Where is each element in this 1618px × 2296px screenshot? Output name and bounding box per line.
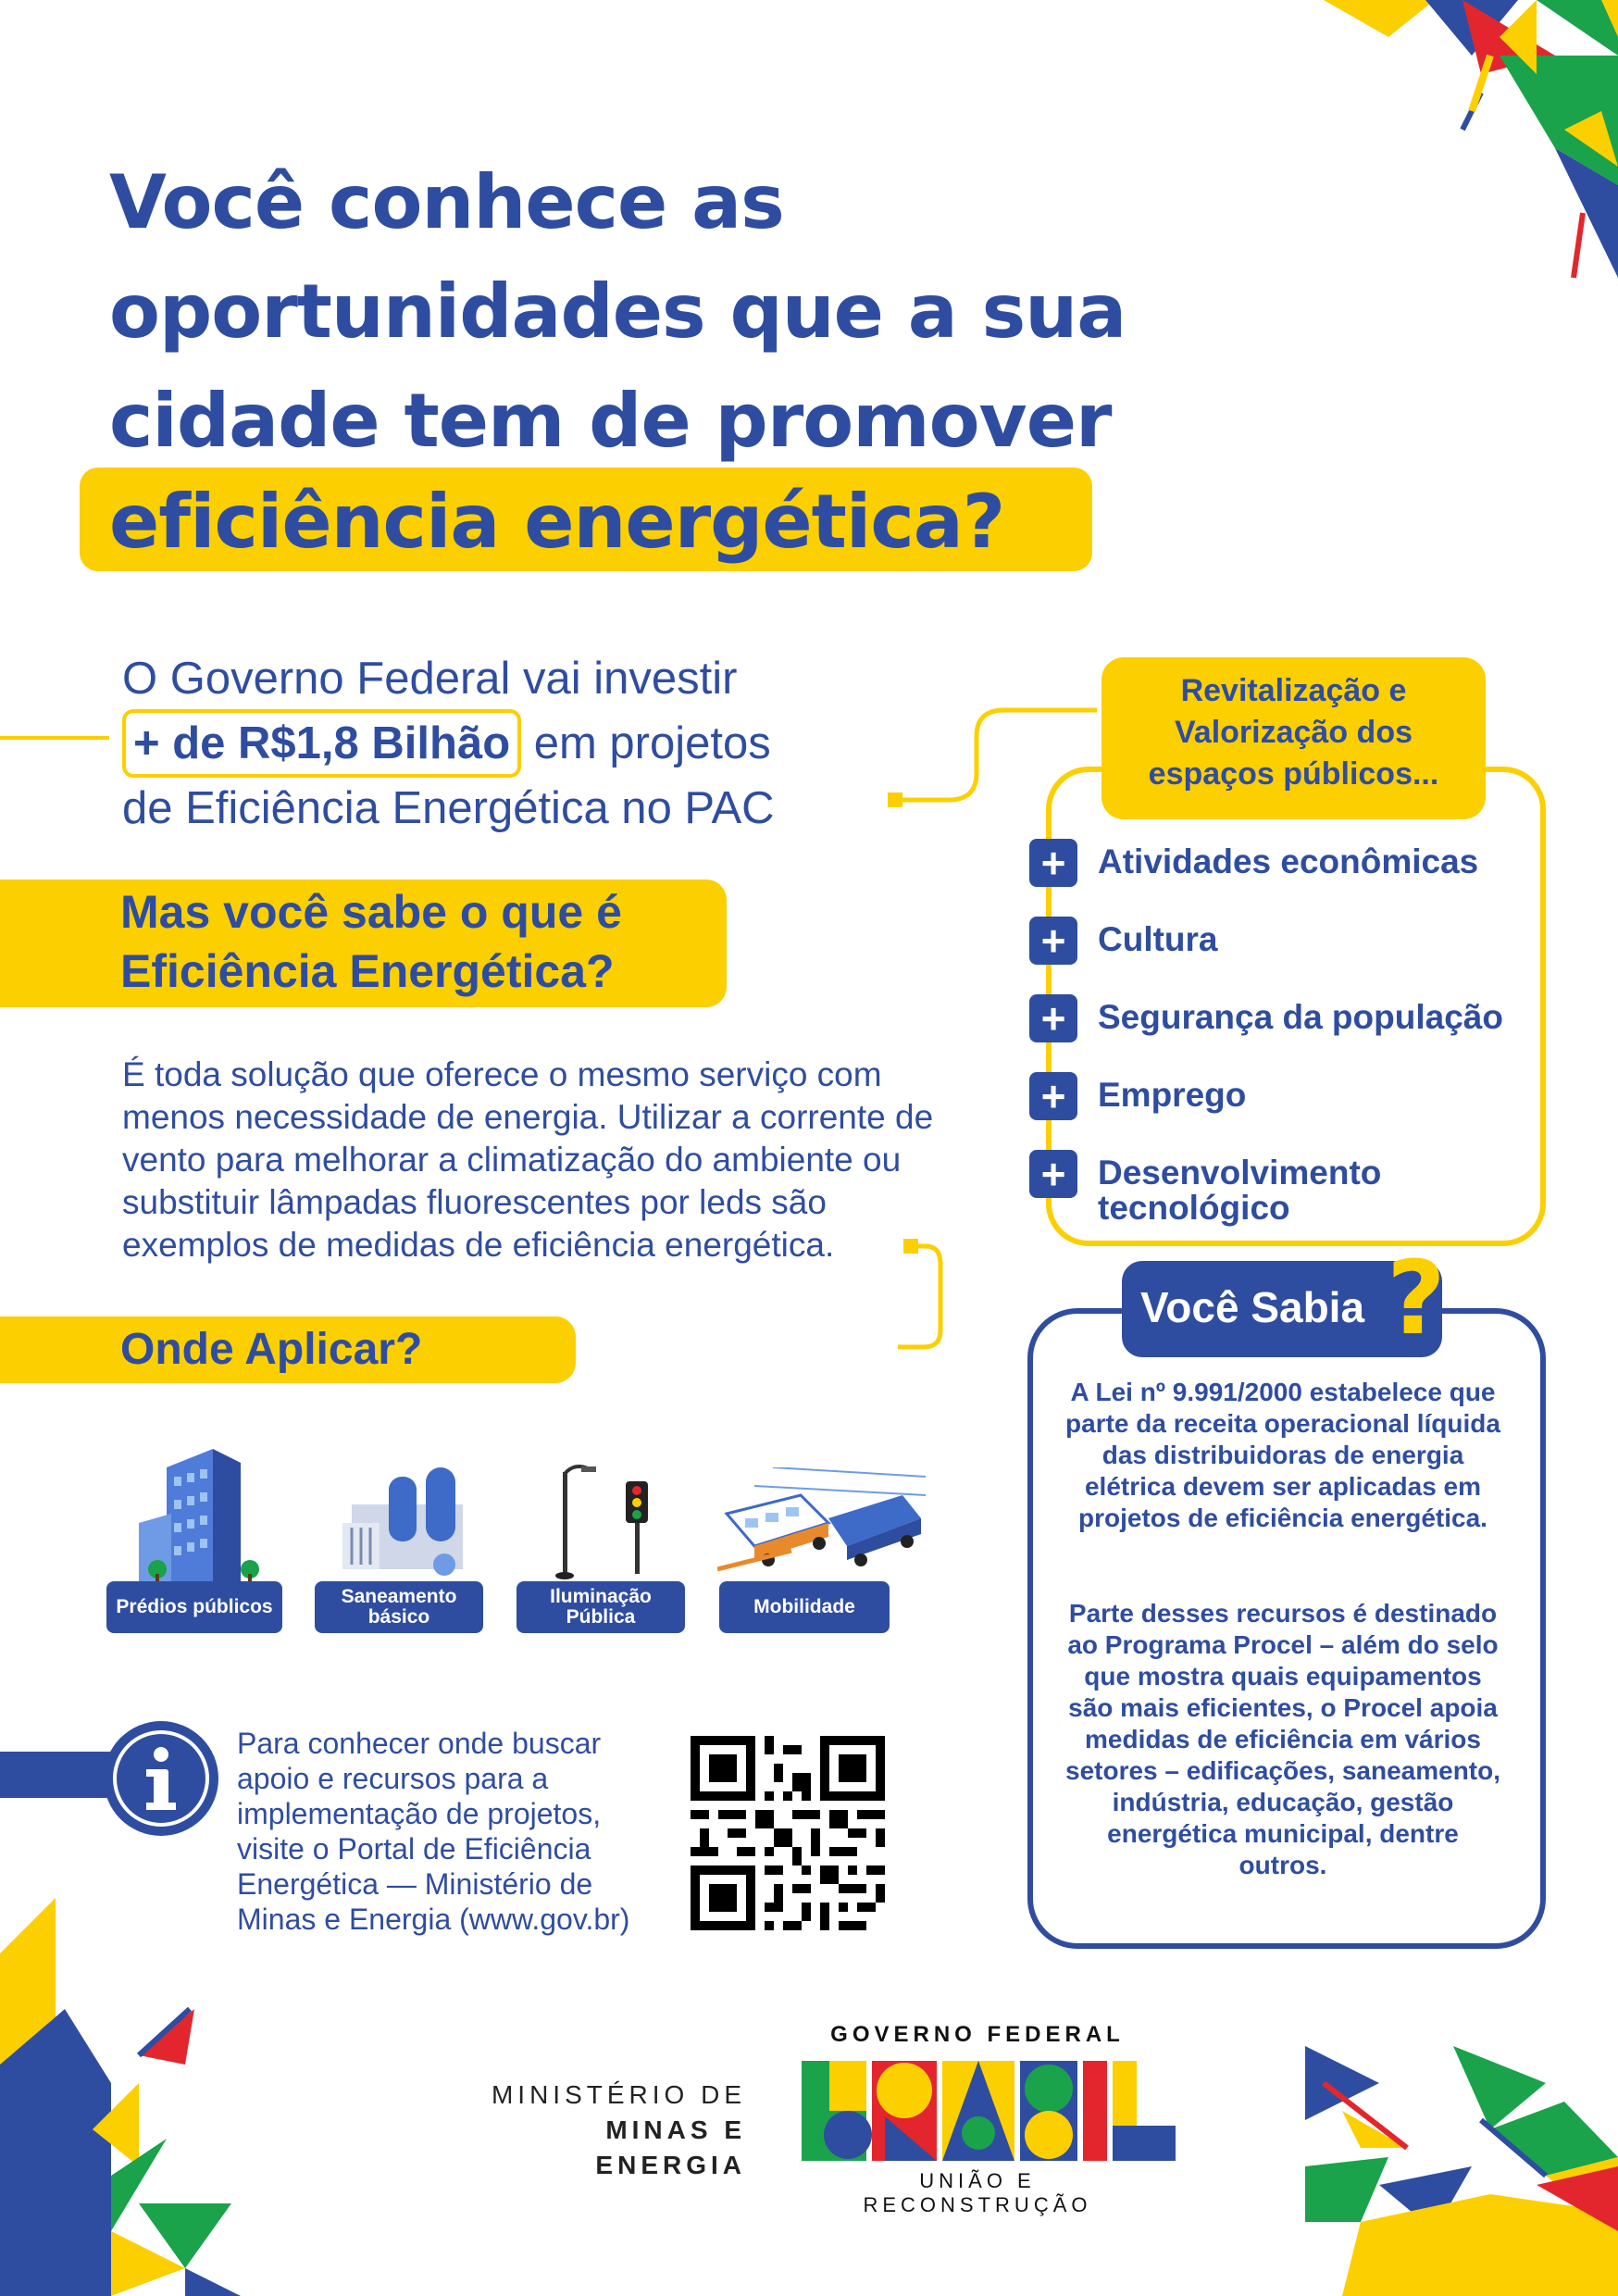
benefit-label: Cultura: [1098, 920, 1218, 958]
ministry-line-1: MINISTÉRIO DE: [491, 2080, 746, 2109]
benefit-item: [1029, 1150, 1548, 1226]
benefit-item: [1029, 1072, 1548, 1120]
definition-connector: [898, 1236, 953, 1356]
brasil-logo: [802, 2061, 1176, 2161]
question-line-1: Mas você sabe o que é: [120, 886, 622, 938]
invest-line-2: [122, 709, 775, 778]
where-title: Onde Aplicar?: [120, 1325, 423, 1374]
invest-line-1: O Governo Federal vai investir: [122, 654, 738, 704]
invest-statement: [122, 648, 775, 839]
card-iluminacao-publica: Iluminação Pública: [517, 1581, 685, 1633]
headline-line-1: Você conhece as: [109, 159, 784, 245]
invest-line-2-rest: em projetos: [533, 718, 771, 768]
card-saneamento-basico: Saneamento básico: [315, 1581, 483, 1633]
sabia-title: Você Sabia: [1140, 1283, 1365, 1331]
benefits-title: Revitalização e Valorização dos espaços públicos...: [1148, 673, 1439, 792]
bus-illustration: [717, 1467, 926, 1583]
plus-icon: +: [1029, 1072, 1077, 1120]
invest-left-rule: [0, 736, 109, 740]
benefit-label: Segurança da população: [1098, 998, 1503, 1036]
headline-line-2: oportunidades que a sua: [109, 268, 1126, 355]
gov-federal-label: GOVERNO FEDERAL: [830, 2022, 1125, 2047]
headline-line-3: cidade tem de promover: [109, 378, 1112, 464]
benefit-label: Desenvolvimento tecnológico: [1098, 1154, 1382, 1227]
plus-icon: +: [1029, 994, 1077, 1042]
uniao-reconstrucao-label: UNIÃO E RECONSTRUÇÃO: [863, 2169, 1092, 2216]
benefit-item: [1029, 917, 1548, 965]
sanitation-illustration: [333, 1458, 481, 1583]
plus-icon: +: [1029, 1150, 1077, 1198]
card-predios-publicos: Prédios públicos: [106, 1581, 282, 1633]
headline-highlight: eficiência energética?: [109, 479, 1005, 565]
sabia-paragraph-1: A Lei nº 9.991/2000 estabelece que parte da receita operacional líquida das distribuidoras de energia elétrica devem ser aplicadas em projetos de eficiência energética.: [1065, 1378, 1500, 1532]
invest-line-3: de Eficiência Energética no PAC: [122, 783, 775, 833]
benefits-list: [1029, 839, 1548, 1255]
ministry-logo: [444, 2078, 746, 2183]
question-mark-icon: ?: [1387, 1239, 1446, 1357]
corner-decoration-top-right: [1324, 0, 1618, 296]
plus-icon: +: [1029, 917, 1077, 965]
info-icon: [102, 1719, 220, 1838]
question-title: [120, 882, 622, 1001]
qr-code[interactable]: [691, 1736, 885, 1930]
ministry-line-2: MINAS E ENERGIA: [595, 2115, 746, 2179]
benefit-label: Atividades econômicas: [1098, 842, 1479, 880]
sabia-paragraph-2: Parte desses recursos é destinado ao Programa Procel – além do selo que mostra quais equipamentos são mais eficientes, o Procel apoia medidas de eficiência em vários setores – edificações, saneamento, indústria, educação, gestão energética municipal, dentre outros.: [1065, 1599, 1500, 1879]
corner-decoration-bottom-left: [0, 1898, 241, 2296]
card-mobilidade: Mobilidade: [719, 1581, 890, 1633]
building-illustration: [130, 1430, 287, 1588]
headline: [109, 148, 1313, 476]
corner-decoration-bottom-right: [1305, 2046, 1618, 2296]
benefit-label: Emprego: [1098, 1076, 1247, 1114]
definition-text: É toda solução que oferece o mesmo serviço com menos necessidade de energia. Utilizar a corrente de vento para melhorar a climatização do ambiente ou substituir lâmpadas fluorescentes por leds são exemplos de medidas de eficiência energética.: [122, 1055, 934, 1264]
plus-icon: +: [1029, 839, 1077, 887]
invest-amount: + de R$1,8 Bilhão: [122, 709, 521, 778]
benefit-item: [1029, 839, 1548, 887]
info-text: Para conhecer onde buscar apoio e recursos para a implementação de projetos, visite o Portal de Eficiência Energética — Ministério de Minas e Energia (www.gov.br): [237, 1727, 630, 1936]
benefit-item: [1029, 994, 1548, 1042]
streetlight-illustration: [546, 1463, 676, 1583]
question-line-2: Eficiência Energética?: [120, 945, 615, 997]
